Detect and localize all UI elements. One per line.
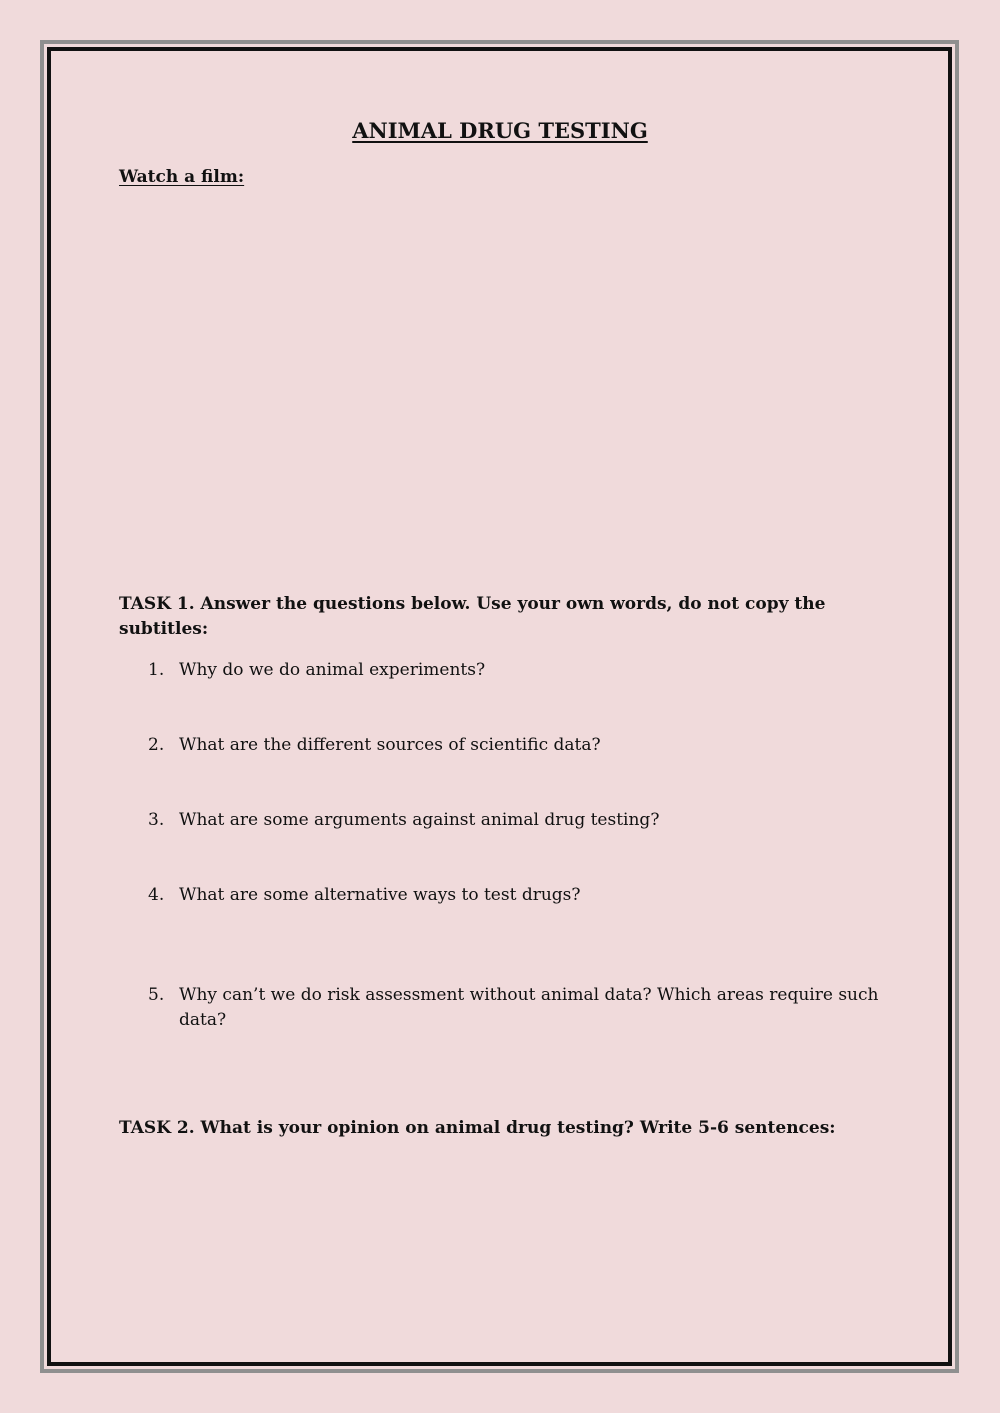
question-number: 1. [148,660,165,680]
question-number: 5. [148,985,165,1005]
question-text: What are the different sources of scientific data? [179,735,601,755]
task1-heading: TASK 1. Answer the questions below. Use your own words, do not copy the subtitles: [119,594,826,639]
question-number: 2. [148,735,165,755]
question-number: 4. [148,885,165,905]
worksheet-title [0,118,1000,143]
watch-film-heading: Watch a film: [119,167,245,187]
question-text: Why can’t we do risk assessment without animal data? Which areas require such data? [179,985,879,1030]
question-text: What are some alternative ways to test drugs? [179,885,581,905]
question-text: Why do we do animal experiments? [179,660,486,680]
task2-heading: TASK 2. What is your opinion on animal drug testing? Write 5-6 sentences: [119,1118,836,1138]
question-item [148,983,888,1033]
question-item [148,808,888,833]
video-placeholder[interactable] [119,200,881,570]
question-item [148,733,888,758]
question-text: What are some arguments against animal drug testing? [179,810,660,830]
question-number: 3. [148,810,165,830]
opinion-answer-area[interactable] [119,1160,881,1340]
question-item [148,658,888,683]
question-item [148,883,888,908]
worksheet-title-text: ANIMAL DRUG TESTING [352,118,648,143]
